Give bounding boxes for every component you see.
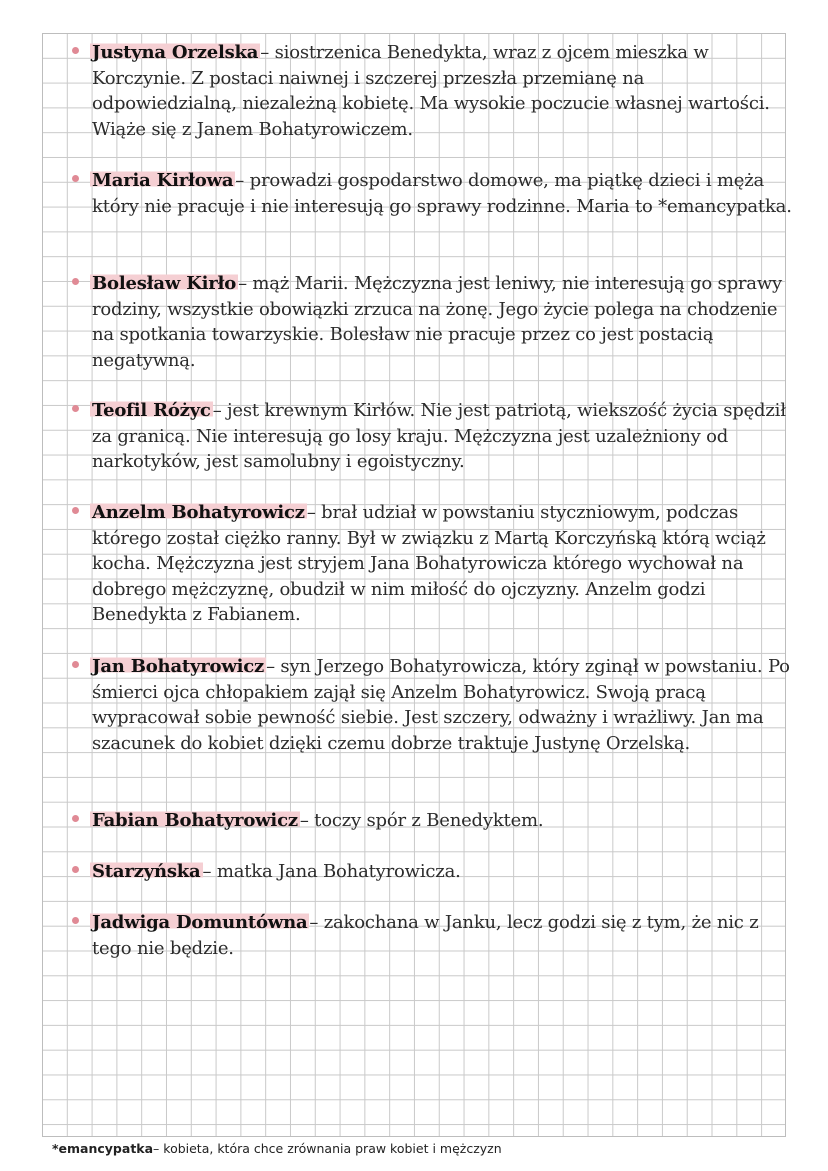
character-name: Maria Kirłowa	[92, 170, 234, 191]
character-description: – syn Jerzego Bohatyrowicza, który zginął w powstaniu. Po śmierci ojca chłopakiem zajął się Anzelm Bohatyrowicz. Swoją pracą wypracował sobie pewność siebie. Jest szczery, odważny i wrażliwy. Jan ma szacunek do kobiet dzięki czemu dobrze traktuje Justynę Orzelską.	[92, 656, 790, 754]
character-name: Bolesław Kirło	[92, 273, 237, 294]
bullet-icon	[72, 175, 79, 182]
character-name: Jan Bohatyrowicz	[92, 656, 265, 677]
character-text	[92, 910, 792, 961]
character-text	[92, 168, 792, 219]
character-text	[92, 500, 792, 628]
character-description: – zakochana w Janku, lecz godzi się z tym, że nic z tego nie będzie.	[92, 912, 759, 959]
character-description: – prowadzi gospodarstwo domowe, ma piątkę dzieci i męża który nie pracuje i nie interesują go sprawy rodzinne. Maria to *emancypatka.	[92, 170, 792, 217]
bullet-icon	[72, 917, 79, 924]
character-description: – toczy spór z Benedyktem.	[299, 810, 544, 831]
footnote-definition: – kobieta, która chce zrównania praw kobiet i mężczyzn	[153, 1141, 502, 1156]
character-description: – siostrzenica Benedykta, wraz z ojcem mieszka w Korczynie. Z postaci naiwnej i szczerej przeszła przemianę na odpowiedzialną, niezależną kobietę. Ma wysokie poczucie własnej wartości. Wiąże się z Janem Bohatyrowiczem.	[92, 42, 770, 140]
character-description: – brał udział w powstaniu styczniowym, podczas którego został ciężko ranny. Był w związku z Martą Korczyńską którą wciąż kocha. Mężczyzna jest stryjem Jana Bohatyrowicza którego wychował na dobrego mężczyznę, obudził w nim miłość do ojczyzny. Anzelm godzi Benedykta z Fabianem.	[92, 502, 766, 626]
character-description: – matka Jana Bohatyrowicza.	[202, 861, 461, 882]
bullet-icon	[72, 866, 79, 873]
character-text	[92, 40, 792, 142]
footnote	[52, 1141, 502, 1156]
bullet-icon	[72, 507, 79, 514]
character-name: Jadwiga Domuntówna	[92, 912, 308, 933]
bullet-icon	[72, 47, 79, 54]
character-description: – jest krewnym Kirłów. Nie jest patriotą, wiekszość życia spędził za granicą. Nie interesują go losy kraju. Mężczyzna jest uzależniony od narkotyków, jest samolubny i egoistyczny.	[92, 400, 786, 473]
character-description: – mąż Marii. Mężczyzna jest leniwy, nie interesują go sprawy rodziny, wszystkie obowiązki zrzuca na żonę. Jego życie polega na chodzenie na spotkania towarzyskie. Bolesław nie pracuje przez co jest postacią negatywną.	[92, 273, 783, 371]
character-text	[92, 654, 792, 756]
bullet-icon	[72, 815, 79, 822]
footnote-term: *emancypatka	[52, 1141, 154, 1156]
character-name: Fabian Bohatyrowicz	[92, 810, 298, 831]
character-name: Anzelm Bohatyrowicz	[92, 502, 305, 523]
bullet-icon	[72, 661, 79, 668]
character-text	[92, 271, 792, 373]
bullet-icon	[72, 405, 79, 412]
bullet-icon	[72, 278, 79, 285]
character-name: Starzyńska	[92, 861, 201, 882]
character-name: Teofil Różyc	[92, 400, 211, 421]
character-text	[92, 859, 792, 885]
character-text	[92, 398, 792, 475]
character-name: Justyna Orzelska	[92, 42, 259, 63]
character-text	[92, 808, 792, 834]
